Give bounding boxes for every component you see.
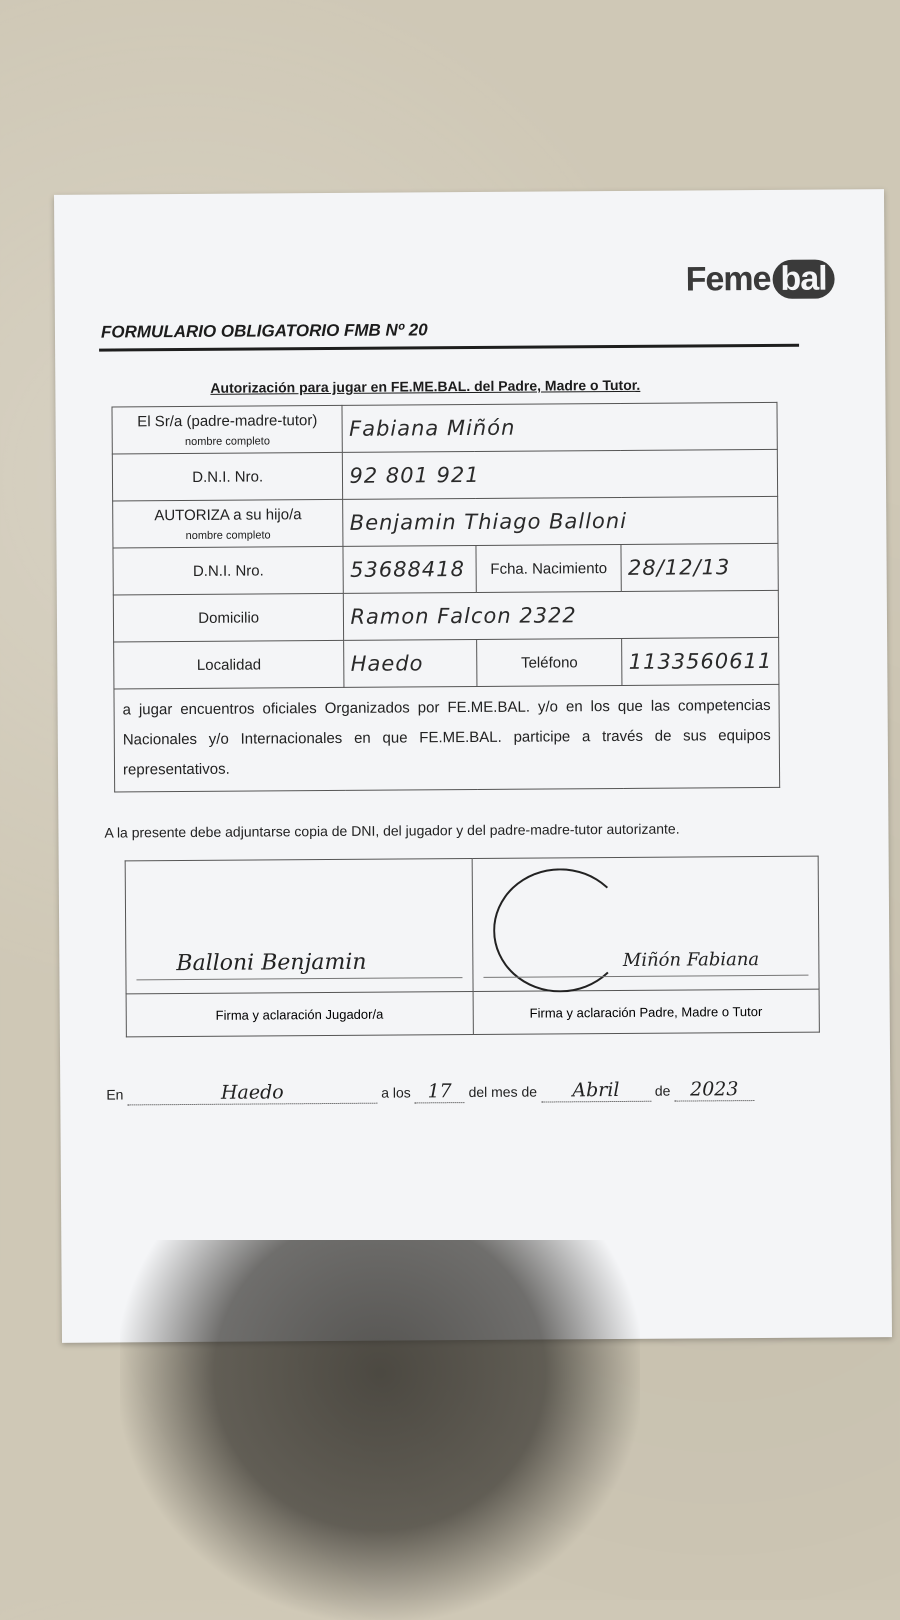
child-name-field[interactable]: Benjamin Thiago Balloni: [343, 496, 778, 546]
year-field[interactable]: 2023: [689, 1078, 739, 1101]
form-sheet: [54, 189, 892, 1343]
attachment-note: A la presente debe adjuntarse copia de DNI, del jugador y del padre-madre-tutor autorizante.: [104, 820, 680, 841]
place-field[interactable]: Haedo: [220, 1081, 284, 1104]
month-field[interactable]: Abril: [572, 1078, 620, 1102]
city-row: [114, 637, 779, 689]
address-field[interactable]: Ramon Falcon 2322: [344, 590, 779, 640]
parent-row: [112, 402, 777, 454]
birth-field[interactable]: 28/12/13: [621, 543, 778, 591]
child-dni-field[interactable]: 53688418: [343, 545, 476, 593]
title-divider: [99, 344, 799, 352]
authorization-table: [111, 402, 780, 793]
city-field[interactable]: Haedo: [344, 639, 477, 687]
form-subtitle: Autorización para jugar en FE.ME.BAL. del Padre, Madre o Tutor.: [210, 376, 641, 396]
parent-label: El Sr/a (padre-madre-tutor) nombre completo: [112, 405, 343, 454]
parent-dni-label: D.N.I. Nro.: [112, 452, 343, 501]
description-row: [114, 684, 780, 792]
authorization-text: a jugar encuentros oficiales Organizados por FE.ME.BAL. y/o en los que las competencias Nacionales y/o Internacionales en que FE.ME.BAL. participe a través de sus equipos representativos.: [114, 684, 780, 792]
day-field[interactable]: 17: [427, 1080, 452, 1103]
parent-signature-box[interactable]: [472, 856, 819, 991]
birth-label: Fcha. Nacimiento: [476, 544, 622, 592]
child-dni-row: [113, 543, 778, 595]
signature-table: [125, 856, 820, 1038]
player-signature-label: Firma y aclaración Jugador/a: [126, 992, 473, 1037]
parent-name-field[interactable]: Fabiana Miñón: [342, 402, 777, 452]
form-title: FORMULARIO OBLIGATORIO FMB Nº 20: [100, 320, 428, 342]
date-place-line: En Haedo a los 17 del mes de Abril de 2023: [106, 1078, 754, 1106]
child-label: AUTORIZA a su hijo/a nombre completo: [113, 499, 344, 548]
child-row: [113, 496, 778, 548]
parent-dni-field[interactable]: 92 801 921: [343, 449, 778, 499]
parent-dni-row: [112, 449, 777, 501]
phone-field[interactable]: 1133560611: [622, 637, 779, 685]
parent-signature: Miñón Fabiana: [622, 949, 760, 971]
player-signature: Balloni Benjamin: [176, 949, 367, 977]
address-label: Domicilio: [113, 593, 344, 642]
signature-flourish: [492, 868, 627, 993]
child-dni-label: D.N.I. Nro.: [113, 546, 344, 595]
city-label: Localidad: [114, 640, 345, 689]
phone-label: Teléfono: [476, 638, 622, 686]
femebal-logo: Feme bal: [686, 259, 835, 299]
parent-signature-label: Firma y aclaración Padre, Madre o Tutor: [473, 989, 820, 1034]
address-row: [113, 590, 778, 642]
player-signature-box[interactable]: [125, 859, 472, 994]
